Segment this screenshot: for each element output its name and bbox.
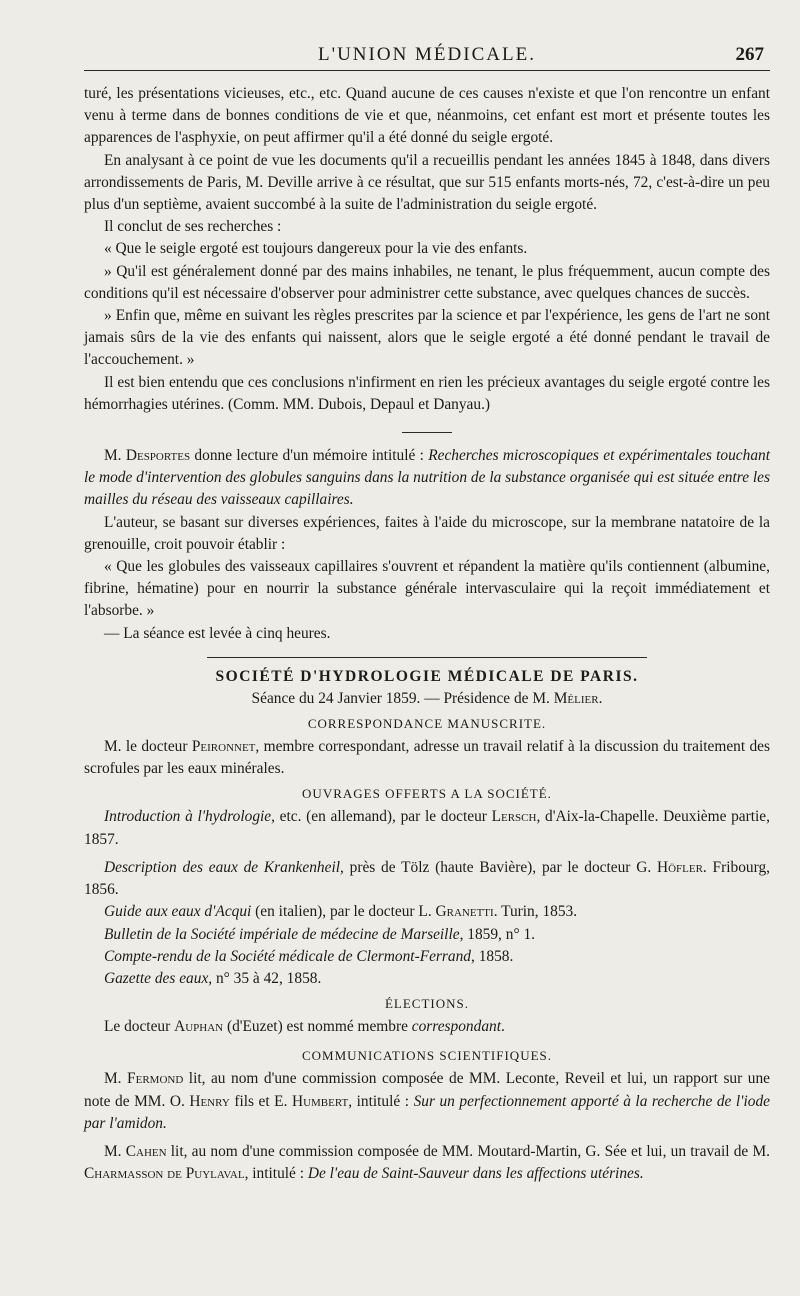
paragraph [84,445,770,512]
work-entry [84,806,770,850]
text: M. [104,1070,128,1088]
text: lit, au nom d'une commission composée de MM. Leconte, Reveil et lui, un rapport sur une note de MM. [84,1070,770,1110]
quote-paragraph: » Qu'il est généralement donné par des mains inhabiles, ne tenant, le plus fréquemment, aucun compte des conditions qu'il est nécessaire d'observer pour administrer cette substance, avec quelques chances de succès. [84,262,770,302]
text: M. [104,1142,126,1160]
running-head [84,44,770,71]
quote-paragraph: « Que les globules des vaisseaux capillaires s'ouvrent et répandent la matière qu'ils contiennent (albumine, fibrine, hématine) pour en nourrir la substance générale intervasculaire qui la reçoit immédiatement et l'absorbe. » [84,558,770,620]
quote-paragraph: » Enfin que, même en suivant les règles prescrites par la science et par l'expérience, les gens de l'art ne sont jamais sûrs de la vie des enfants qui naissent, alors que le seigle ergoté a été donné pendant le travail de l'accouchement. » [84,307,770,369]
journal-title: L'UNION MÉDICALE. [318,44,536,65]
works-list [84,806,770,990]
work-title: Description des eaux de Krankenheil [104,858,340,876]
text: fils et [229,1092,275,1110]
paragraph [84,1141,770,1185]
text: (en italien), par le docteur [251,903,419,921]
text: M. [104,447,126,465]
seance-line: Séance du 24 Janvier 1859. — Présidence de M. Mélier. [251,689,603,707]
paragraph [84,736,770,780]
text: lit, au nom d'une commission composée de MM. Moutard-Martin, G. Sée et lui, un travail de M. [166,1142,770,1160]
page-number: 267 [735,44,764,65]
text: donne lecture d'un mémoire intitulé : [190,447,429,465]
section-desportes-memoir [84,445,770,645]
work-author: L. Granetti [418,903,494,921]
work-entry [84,946,770,968]
work-entry [84,968,770,990]
text: , d'Aix-la-Chapelle. Deuxième partie, 1857. [84,808,770,848]
paragraph: — La séance est levée à cinq heures. [104,624,331,642]
section-hydrology-society [84,668,770,1185]
note-title: Sur un perfectionnement apporté à la recherche de l'iode par l'amidon. [84,1092,770,1132]
text: , etc. (en allemand), par le docteur [271,808,492,826]
subheading-ouvrages: OUVRAGES OFFERTS A LA SOCIÉTÉ. [302,786,552,802]
person-name: Peironnet [191,738,256,756]
text: , près de Tölz (haute Bavière), par le docteur [340,858,637,876]
memoir-title: Recherches microscopiques et expérimentales touchant le mode d'intervention des globules sanguins dans la nutrition de la substance organisée qui est située entre les mailles du réseau des vaisseaux capillaires. [84,447,770,509]
quote-paragraph: « Que le seigle ergoté est toujours dangereux pour la vie des enfants. [104,240,528,258]
subheading-communications: COMMUNICATIONS SCIENTIFIQUES. [301,1048,552,1064]
paragraph [84,1016,770,1038]
paragraph: Il est bien entendu que ces conclusions n'infirment en rien les précieux avantages du seigle ergoté contre les hémorrhagies utérines. (Comm. MM. Dubois, Depaul et Danyau.) [84,373,770,413]
text: M. le docteur [104,738,192,756]
paragraph: turé, les présentations vicieuses, etc., etc. Quand aucune de ces causes n'existe et que l'on rencontre un enfant venu à terme dans de bonnes conditions de vie et que, néanmoins, cet enfant est mort et présente toutes les apparences de l'asphyxie, on peut affirmer qu'il a été donné du seigle ergoté. [84,85,770,147]
text: , n° 35 à 42, 1858. [208,969,322,987]
divider-rule [402,432,452,433]
paragraph: En analysant à ce point de vue les documents qu'il a recueillis pendant les années 1845 à 1848, dans divers arrondissements de Paris, M. Deville arrive à ce résultat, que sur 515 enfants morts-nés, 72, c'est-à-dire un peu plus d'un septième, avaient succombé à la suite de l'administration du seigle ergoté. [84,151,770,214]
person-name: Auphan [174,1018,224,1036]
text: . Fribourg, 1856. [84,858,770,899]
text: . Turin, 1853. [493,903,578,921]
work-entry [84,857,770,901]
work-title: De l'eau de Saint-Sauveur dans les affections utérines. [307,1165,644,1183]
work-title: Compte-rendu de la Société médicale de Clermont-Ferrand [104,947,472,965]
subheading-correspondance: CORRESPONDANCE MANUSCRITE. [307,716,547,732]
section-deville-report [84,83,770,416]
person-name: Charmasson de Puylaval [84,1165,245,1183]
member-role: correspondant [411,1018,501,1036]
person-name: Fermond [127,1070,184,1088]
text: , intitulé : [348,1092,414,1110]
divider-rule [207,657,647,658]
text: , 1858. [471,947,514,965]
work-author: Lersch [491,808,537,826]
person-name: Cahen [125,1142,167,1160]
person-name: O. Henry [169,1092,230,1110]
text: Le docteur [104,1018,175,1036]
text: , intitulé : [244,1165,308,1183]
work-entry [84,901,770,923]
text: , 1859, n° 1. [459,925,535,943]
work-title: Bulletin de la Société impériale de médecine de Marseille [104,925,460,943]
society-heading: SOCIÉTÉ D'HYDROLOGIE MÉDICALE DE PARIS. [215,667,639,685]
work-title: Introduction à l'hydrologie [104,808,272,826]
author-name: Desportes [125,447,191,465]
text: (d'Euzet) est nommé membre [223,1018,412,1036]
paragraph: L'auteur, se basant sur diverses expériences, faites à l'aide du microscope, sur la membrane natatoire de la grenouille, croit pouvoir établir : [84,513,770,553]
subheading-elections: ÉLECTIONS. [384,996,470,1012]
paragraph [84,1068,770,1135]
paragraph: Il conclut de ses recherches : [104,218,282,236]
work-title: Guide aux eaux d'Acqui [104,903,252,921]
work-title: Gazette des eaux [104,969,209,987]
text: , membre correspondant, adresse un travail relatif à la discussion du traitement des scrofules par les eaux minérales. [84,738,770,778]
work-entry [84,924,770,946]
work-author: G. Höfler [636,858,703,876]
text: Séance du 24 Janvier 1859. — Présidence de M. [251,689,554,707]
president-name: Mélier [553,689,599,707]
person-name: E. Humbert [274,1092,349,1110]
text: . [500,1018,505,1036]
